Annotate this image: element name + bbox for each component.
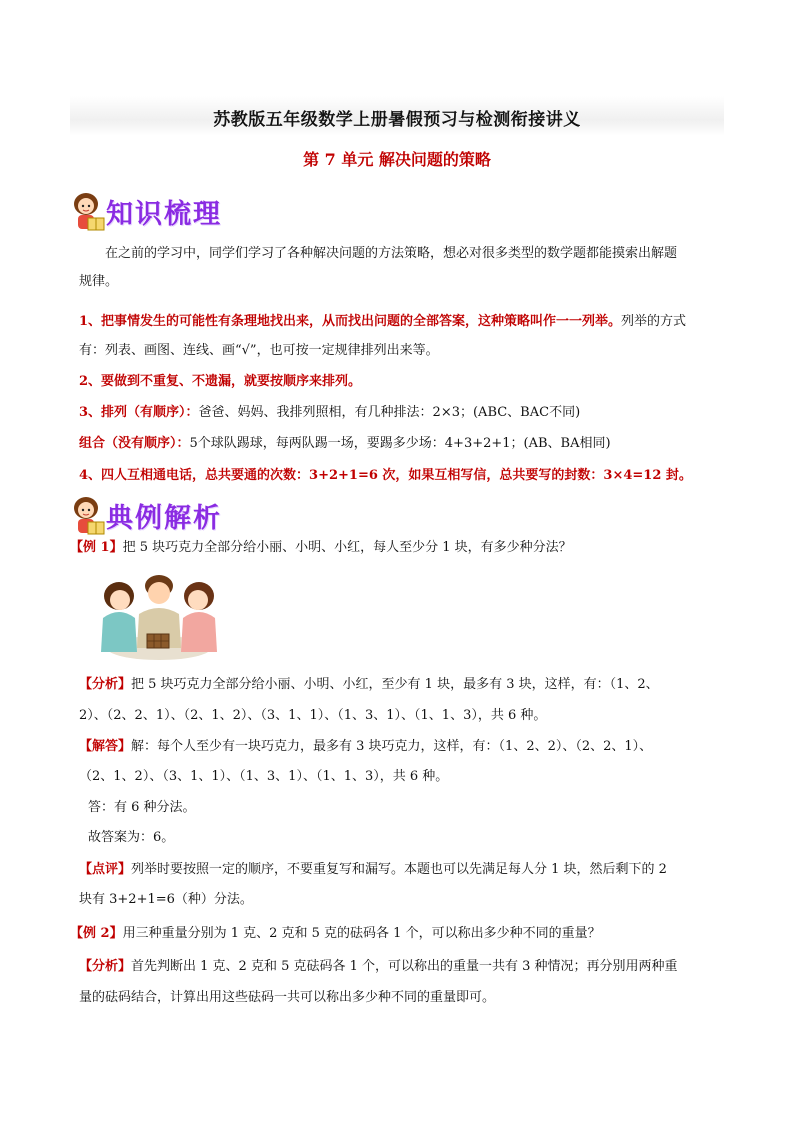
page-title: 苏教版五年级数学上册暑假预习与检测衔接讲义 xyxy=(213,110,581,130)
intro-line-2: 规律。 xyxy=(79,274,119,289)
point-1-tail: 列举的方式 xyxy=(621,314,687,329)
knowledge-point-3 xyxy=(79,403,729,423)
comment-line-1: 列举时要按照一定的顺序，不要重复写和漏写。本题也可以先满足每人分 1 块，然后剩下的 2 xyxy=(131,862,667,877)
section-header-examples xyxy=(70,494,290,538)
example-2-analysis-tag: 【分析】 xyxy=(79,959,132,974)
comment-line-2: 块有 3+2+1=6（种）分法。 xyxy=(79,892,253,907)
example-2-analysis xyxy=(79,957,729,977)
children-chocolate-illustration xyxy=(93,566,225,662)
example-1-analysis xyxy=(79,675,729,695)
example-1-question xyxy=(70,538,730,558)
example-1-comment xyxy=(79,860,729,880)
example-1-answer-2 xyxy=(79,767,729,787)
analysis-tag: 【分析】 xyxy=(79,677,132,692)
example-1-tag: 【例 1】 xyxy=(70,540,123,555)
example-2-analysis-line-1: 首先判断出 1 克、2 克和 5 克砝码各 1 个，可以称出的重量一共有 3 种情况；再分别用两种重 xyxy=(131,959,678,974)
point-4-red: 4、四人互相通电话，总共要通的次数：3+2+1=6 次，如果互相写信，总共要写的封数：3×4=12 封。 xyxy=(79,468,692,483)
answer-tag: 【解答】 xyxy=(79,739,132,754)
answer-line-3: 答：有 6 种分法。 xyxy=(88,800,196,815)
point-1-line-2: 有：列表、画图、连线、画“√”，也可按一定规律排列出来等。 xyxy=(79,343,439,358)
point-2-red: 2、要做到不重复、不遗漏，就要按顺序来排列。 xyxy=(79,374,362,389)
example-1-analysis-2 xyxy=(79,706,729,726)
reading-girl-icon xyxy=(70,190,110,234)
section-title-examples: 典例解析 xyxy=(106,503,222,534)
example-2-question xyxy=(70,924,730,944)
knowledge-intro xyxy=(79,244,729,264)
reading-girl-icon xyxy=(70,494,110,538)
knowledge-point-2 xyxy=(79,372,729,392)
example-2-tag: 【例 2】 xyxy=(70,926,123,941)
example-1-text: 把 5 块巧克力全部分给小丽、小明、小红，每人至少分 1 块，有多少种分法？ xyxy=(122,540,572,555)
answer-line-1: 解：每个人至少有一块巧克力，最多有 3 块巧克力，这样，有：（1、2、2）、（2、2、1）、 xyxy=(131,739,653,754)
section-title-knowledge: 知识梳理 xyxy=(106,199,222,230)
point-3-red: 3、排列（有顺序）： xyxy=(79,405,199,420)
comment-tag: 【点评】 xyxy=(79,862,132,877)
example-2-text: 用三种重量分别为 1 克、2 克和 5 克的砝码各 1 个，可以称出多少种不同的重量？ xyxy=(122,926,601,941)
example-1-answer xyxy=(79,737,729,757)
point-1-red: 1、把事情发生的可能性有条理地找出来，从而找出问题的全部答案，这种策略叫作一一列举。 xyxy=(79,314,622,329)
answer-line-4: 故答案为：6。 xyxy=(88,830,175,845)
example-1-answer-3 xyxy=(88,798,738,818)
point-3-tail: 爸爸、妈妈、我排列照相，有几种排法：2×3；(ABC、BAC不同) xyxy=(198,405,581,420)
knowledge-point-1-line-2 xyxy=(79,341,729,361)
knowledge-point-combination xyxy=(79,434,729,454)
combination-red: 组合（没有顺序）： xyxy=(79,436,190,451)
example-1-comment-2 xyxy=(79,890,729,910)
analysis-line-1: 把 5 块巧克力全部分给小丽、小明、小红，至少有 1 块，最多有 3 块，这样，有：（1、2、 xyxy=(131,677,659,692)
knowledge-point-4 xyxy=(79,466,729,486)
example-1-answer-4 xyxy=(88,828,738,848)
section-header-knowledge xyxy=(70,190,290,234)
combination-tail: 5个球队踢球，每两队踢一场，要踢多少场：4+3+2+1；(AB、BA相同) xyxy=(189,436,611,451)
knowledge-intro-2 xyxy=(79,272,729,292)
answer-line-2: （2、1、2）、（3、1、1）、（1、3、1）、（1、1、3），共 6 种。 xyxy=(79,769,449,784)
unit-title: 第 7 单元 解决问题的策略 xyxy=(303,150,491,169)
knowledge-point-1 xyxy=(79,312,729,332)
analysis-line-2: 2）、（2、2、1）、（2、1、2）、（3、1、1）、（1、3、1）、（1、1、3），共 6 种。 xyxy=(79,708,547,723)
intro-line-1: 在之前的学习中，同学们学习了各种解决问题的方法策略，想必对很多类型的数学题都能摸索出解题 xyxy=(105,246,678,261)
example-2-analysis-line-2: 量的砝码结合，计算出用这些砝码一共可以称出多少种不同的重量即可。 xyxy=(79,990,496,1005)
example-2-analysis-2 xyxy=(79,988,729,1008)
